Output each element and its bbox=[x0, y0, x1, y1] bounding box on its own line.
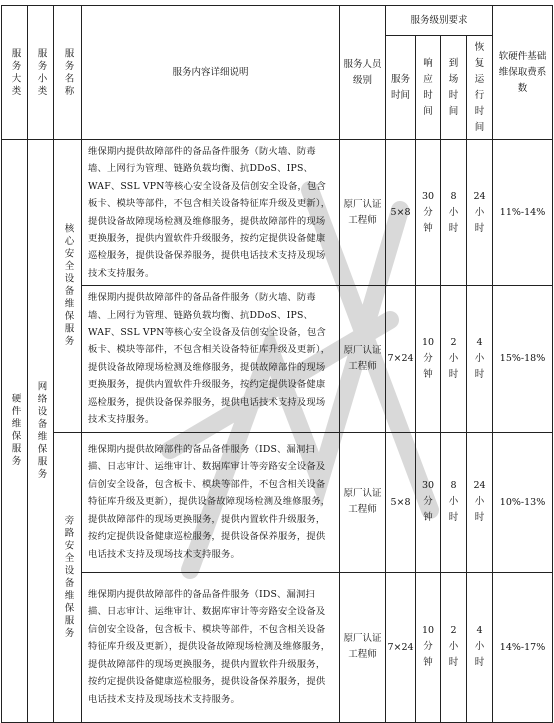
table-row bbox=[2, 572, 553, 722]
response-time-cell bbox=[416, 140, 441, 286]
header-sla-group: 服务级别要求 bbox=[386, 6, 493, 36]
onsite-time-cell bbox=[441, 286, 467, 432]
header-category bbox=[2, 6, 28, 140]
header-fee-rate-text: 软硬件基础维保取费系数 bbox=[498, 50, 547, 94]
onsite-time-text: 8小时 bbox=[448, 190, 459, 234]
table-row bbox=[2, 140, 553, 286]
header-onsite-time bbox=[441, 36, 467, 140]
level-cell bbox=[340, 140, 386, 286]
header-fee-rate bbox=[493, 6, 553, 140]
header-restore-time bbox=[467, 36, 493, 140]
subcategory-cell bbox=[28, 140, 54, 723]
fee-rate-cell: 11%-14% bbox=[493, 140, 553, 286]
header-level-text: 服务人员级别 bbox=[343, 58, 382, 86]
header-subcategory-text: 服务小类 bbox=[35, 47, 47, 98]
group-name-text: 旁路安全设备维保服务 bbox=[62, 514, 74, 640]
restore-time-text: 24小时 bbox=[473, 190, 486, 234]
table-row bbox=[2, 286, 553, 432]
service-time-cell: 5×8 bbox=[386, 140, 416, 286]
level-cell bbox=[340, 572, 386, 722]
table-row bbox=[2, 432, 553, 572]
restore-time-cell bbox=[467, 140, 493, 286]
description-cell: 维保期内提供故障部件的备品备件服务（IDS、漏洞扫描、日志审计、运维审计、数据库审计等旁路安全设备及信创安全设备，包含板卡、模块等部件，不包含相关设备特征库升级及更新），提供设备故障现场检测及维修服务，提供故障部件的现场更换服务，提供内置软件升级服务，按约定提供设备健康巡检服务，提供设备保养服务，提供电话技术支持及现场技术支持服务。 bbox=[82, 572, 340, 722]
header-service-time-text: 服务时间 bbox=[390, 73, 410, 101]
level-text: 原厂认证工程师 bbox=[343, 633, 382, 660]
onsite-time-text: 2小时 bbox=[448, 336, 459, 380]
restore-time-text: 4小时 bbox=[474, 625, 485, 668]
fee-rate-cell: 10%-13% bbox=[493, 432, 553, 572]
header-row-1 bbox=[2, 6, 553, 36]
group-name-text: 核心安全设备维保服务 bbox=[62, 223, 74, 349]
onsite-time-cell bbox=[441, 572, 467, 722]
response-time-text: 30分钟 bbox=[422, 190, 435, 234]
level-text: 原厂认证工程师 bbox=[343, 198, 382, 226]
header-name bbox=[54, 6, 82, 140]
group-name-cell bbox=[54, 432, 82, 722]
description-cell: 维保期内提供故障部件的备品备件服务（防火墙、防毒墙、上网行为管理、链路负载均衡、抗DDoS、IPS、WAF、SSL VPN等核心安全设备及信创安全设备，包含板卡、模块等部件，不包含相关设备特征库升级及更新），提供设备故障现场检测及维修服务，提供故障部件的现场更换服务，提供内置软件升级服务，按约定提供设备健康巡检服务，提供设备保养服务，提供电话技术支持及现场技术支持服务。 bbox=[82, 140, 340, 286]
onsite-time-text: 8小时 bbox=[448, 480, 459, 523]
restore-time-text: 24小时 bbox=[473, 480, 486, 523]
response-time-cell bbox=[416, 286, 441, 432]
service-time-cell: 7×24 bbox=[386, 286, 416, 432]
description-cell: 维保期内提供故障部件的备品备件服务（防火墙、防毒墙、上网行为管理、链路负载均衡、抗DDoS、IPS、WAF、SSL VPN等核心安全设备及信创安全设备，包含板卡、模块等部件，不包含相关设备特征库升级及更新），提供设备故障现场检测及维修服务，提供故障部件的现场更换服务，提供内置软件升级服务，按约定提供设备健康巡检服务，提供设备保养服务，提供电话技术支持及现场技术支持服务。 bbox=[82, 286, 340, 432]
level-cell bbox=[340, 432, 386, 572]
header-subcategory bbox=[28, 6, 54, 140]
header-restore-time-text: 恢复运行时间 bbox=[474, 41, 485, 133]
level-cell bbox=[340, 286, 386, 432]
onsite-time-cell bbox=[441, 140, 467, 286]
header-name-text: 服务名称 bbox=[62, 47, 74, 98]
restore-time-cell bbox=[467, 432, 493, 572]
onsite-time-cell bbox=[441, 432, 467, 572]
header-response-time bbox=[416, 36, 441, 140]
response-time-cell bbox=[416, 432, 441, 572]
onsite-time-text: 2小时 bbox=[448, 625, 459, 668]
subcategory-text: 网络设备维保服务 bbox=[35, 380, 47, 481]
header-level bbox=[340, 6, 386, 140]
header-description: 服务内容详细说明 bbox=[82, 6, 340, 140]
header-category-text: 服务大类 bbox=[9, 47, 21, 98]
header-service-time bbox=[386, 36, 416, 140]
restore-time-text: 4小时 bbox=[474, 336, 485, 380]
restore-time-cell bbox=[467, 572, 493, 722]
header-onsite-time-text: 到场时间 bbox=[448, 57, 459, 117]
fee-rate-cell: 14%-17% bbox=[493, 572, 553, 722]
category-cell bbox=[2, 140, 28, 723]
response-time-text: 30分钟 bbox=[422, 480, 435, 523]
level-text: 原厂认证工程师 bbox=[343, 344, 382, 372]
header-response-time-text: 响应时间 bbox=[423, 57, 433, 117]
category-text: 硬件维保服务 bbox=[9, 393, 21, 469]
service-level-table bbox=[1, 5, 553, 723]
response-time-text: 10分钟 bbox=[422, 336, 435, 380]
restore-time-cell bbox=[467, 286, 493, 432]
service-time-cell: 5×8 bbox=[386, 432, 416, 572]
response-time-text: 10分钟 bbox=[422, 625, 435, 668]
description-cell: 维保期内提供故障部件的备品备件服务（IDS、漏洞扫描、日志审计、运维审计、数据库审计等旁路安全设备及信创安全设备，包含板卡、模块等部件，不包含相关设备特征库升级及更新），提供设备故障现场检测及维修服务，提供故障部件的现场更换服务，提供内置软件升级服务，按约定提供设备健康巡检服务，提供设备保养服务，提供电话技术支持及现场技术支持服务。 bbox=[82, 432, 340, 572]
service-time-cell: 7×24 bbox=[386, 572, 416, 722]
response-time-cell bbox=[416, 572, 441, 722]
level-text: 原厂认证工程师 bbox=[343, 488, 382, 515]
group-name-cell bbox=[54, 140, 82, 433]
fee-rate-cell: 15%-18% bbox=[493, 286, 553, 432]
